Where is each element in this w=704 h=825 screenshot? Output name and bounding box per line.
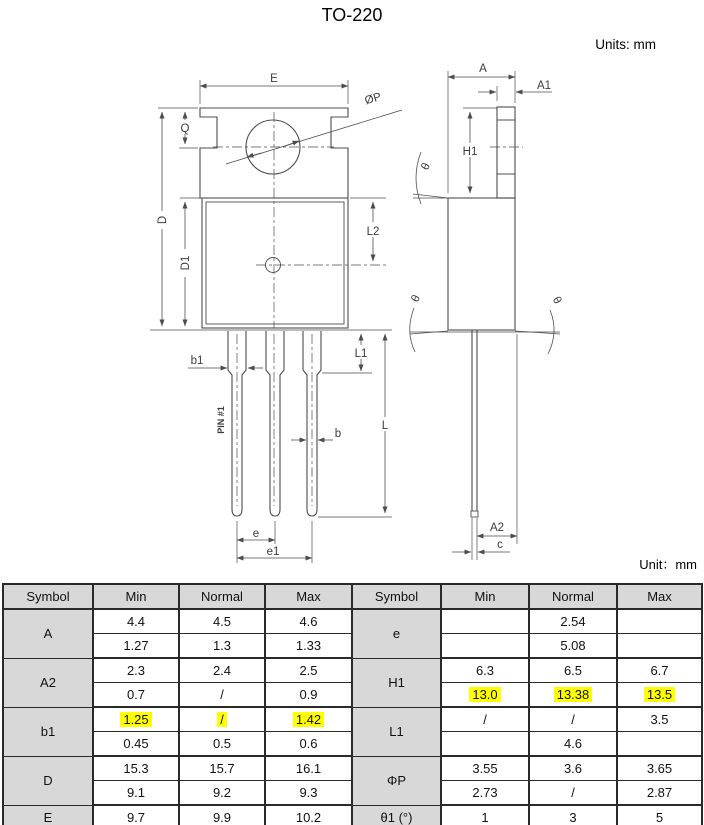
- value-cell: 2.54: [529, 609, 617, 634]
- value-cell: 9.1: [93, 781, 179, 806]
- value-cell: 1: [441, 805, 529, 825]
- value-cell: 2.5: [265, 658, 352, 683]
- dim-label-Q: Q: [180, 123, 190, 135]
- column-header: Min: [441, 584, 529, 609]
- symbol-cell: e: [352, 609, 441, 658]
- highlighted-value: 13.38: [554, 687, 593, 702]
- tab-side-profile: [497, 107, 515, 198]
- value-cell: 2.3: [93, 658, 179, 683]
- value-cell: [529, 683, 617, 708]
- value-cell: 6.3: [441, 658, 529, 683]
- column-header: Max: [617, 584, 702, 609]
- value-cell: [441, 732, 529, 757]
- column-header: Normal: [179, 584, 265, 609]
- value-cell: 1.33: [265, 634, 352, 659]
- value-cell: 2.4: [179, 658, 265, 683]
- value-cell: 0.6: [265, 732, 352, 757]
- value-cell: 5: [617, 805, 702, 825]
- leads: [228, 331, 321, 516]
- table-header-row: [3, 584, 702, 609]
- value-cell: 4.5: [179, 609, 265, 634]
- value-cell: 3: [529, 805, 617, 825]
- value-cell: 3.5: [617, 707, 702, 732]
- highlighted-value: /: [217, 712, 227, 727]
- value-cell: 3.6: [529, 756, 617, 781]
- front-view-drawing: [150, 73, 402, 563]
- value-cell: 0.9: [265, 683, 352, 708]
- value-cell: [617, 609, 702, 634]
- value-cell: 3.55: [441, 756, 529, 781]
- value-cell: 9.2: [179, 781, 265, 806]
- column-header: Min: [93, 584, 179, 609]
- value-cell: [441, 609, 529, 634]
- value-cell: 0.7: [93, 683, 179, 708]
- pin1-label: PIN #1: [216, 406, 226, 434]
- value-cell: 6.5: [529, 658, 617, 683]
- dim-label-b1: b1: [190, 355, 204, 367]
- package-body: [202, 198, 348, 328]
- value-cell: 10.2: [265, 805, 352, 825]
- dimension-table: [2, 583, 703, 825]
- symbol-cell: E: [3, 805, 93, 825]
- symbol-cell: A2: [3, 658, 93, 707]
- symbol-cell: ΦP: [352, 756, 441, 805]
- value-cell: 4.6: [529, 732, 617, 757]
- dim-label-D1: D1: [180, 255, 192, 271]
- value-cell: 9.3: [265, 781, 352, 806]
- symbol-cell: H1: [352, 658, 441, 707]
- dim-label-L: L: [381, 420, 389, 432]
- dim-label-A1: A1: [536, 80, 552, 92]
- value-cell: 3.65: [617, 756, 702, 781]
- value-cell: 15.7: [179, 756, 265, 781]
- value-cell: 4.6: [265, 609, 352, 634]
- value-cell: /: [529, 781, 617, 806]
- value-cell: [441, 683, 529, 708]
- dim-label-D: D: [157, 215, 169, 225]
- symbol-cell: b1: [3, 707, 93, 756]
- value-cell: 5.08: [529, 634, 617, 659]
- highlighted-value: 13.5: [644, 687, 675, 702]
- symbol-cell: L1: [352, 707, 441, 756]
- value-cell: [441, 634, 529, 659]
- symbol-cell: A: [3, 609, 93, 658]
- column-header: Normal: [529, 584, 617, 609]
- table-row: [3, 707, 702, 732]
- value-cell: 1.27: [93, 634, 179, 659]
- dim-label-A2: A2: [489, 522, 505, 534]
- symbol-cell: θ1 (°): [352, 805, 441, 825]
- value-cell: 16.1: [265, 756, 352, 781]
- value-cell: 9.7: [93, 805, 179, 825]
- dim-label-E: E: [270, 73, 278, 85]
- highlighted-value: 13.0: [469, 687, 500, 702]
- value-cell: 15.3: [93, 756, 179, 781]
- dim-label-A: A: [479, 63, 487, 75]
- value-cell: /: [529, 707, 617, 732]
- column-header: Symbol: [3, 584, 93, 609]
- column-header: Symbol: [352, 584, 441, 609]
- units-note-table: Unit：mm: [639, 557, 697, 572]
- value-cell: /: [179, 683, 265, 708]
- value-cell: 2.87: [617, 781, 702, 806]
- value-cell: 1.3: [179, 634, 265, 659]
- symbol-cell: D: [3, 756, 93, 805]
- page-title: TO-220: [321, 5, 383, 25]
- value-cell: [93, 707, 179, 732]
- angle-label-theta-bottom-left: θ: [409, 293, 424, 305]
- body-side-profile: [448, 198, 515, 330]
- dim-label-L2: L2: [366, 226, 380, 238]
- value-cell: 6.7: [617, 658, 702, 683]
- dim-label-e1: e1: [266, 546, 280, 558]
- units-note-top: Units: mm: [595, 37, 656, 52]
- side-view-drawing: [409, 63, 563, 560]
- highlighted-value: 1.25: [120, 712, 151, 727]
- table-row: [3, 756, 702, 781]
- value-cell: [179, 707, 265, 732]
- dim-label-c: c: [497, 539, 503, 551]
- value-cell: 0.5: [179, 732, 265, 757]
- table-row: [3, 609, 702, 634]
- value-cell: [617, 634, 702, 659]
- lead-side-profile: [471, 330, 478, 517]
- value-cell: /: [441, 707, 529, 732]
- table-row: [3, 658, 702, 683]
- angle-label-theta-bottom-right: θ: [549, 294, 564, 307]
- value-cell: [617, 732, 702, 757]
- dim-label-phiP: ØP: [363, 90, 383, 108]
- value-cell: 0.45: [93, 732, 179, 757]
- angle-label-theta-top: θ: [419, 161, 434, 173]
- dim-label-H1: H1: [462, 146, 478, 158]
- value-cell: 9.9: [179, 805, 265, 825]
- table-row: [3, 805, 702, 825]
- dim-label-L1: L1: [354, 348, 368, 360]
- value-cell: [265, 707, 352, 732]
- dim-label-b: b: [334, 428, 342, 440]
- value-cell: [617, 683, 702, 708]
- dim-label-e: e: [252, 528, 260, 540]
- column-header: Max: [265, 584, 352, 609]
- value-cell: 2.73: [441, 781, 529, 806]
- value-cell: 4.4: [93, 609, 179, 634]
- highlighted-value: 1.42: [293, 712, 324, 727]
